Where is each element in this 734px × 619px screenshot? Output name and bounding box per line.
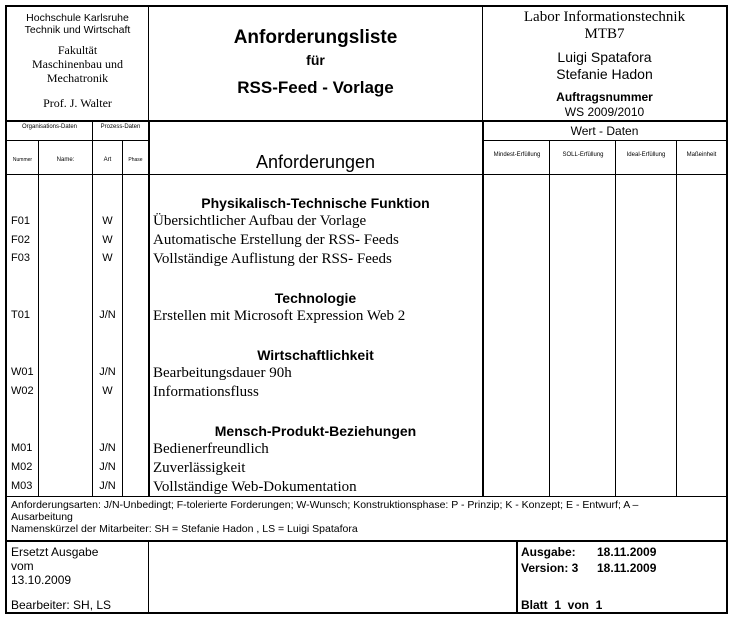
order-number-label: Auftragsnummer <box>556 90 653 104</box>
col-divider-number <box>38 140 39 496</box>
replaces-line-1: Ersetzt Ausgabe <box>11 545 99 559</box>
col-org-data: Organisations-Daten <box>21 124 78 130</box>
school-line-2: Technik und Wirtschaft <box>24 24 131 36</box>
table-row-type: W <box>102 385 113 397</box>
replaces-date: 13.10.2009 <box>11 573 72 587</box>
version-label: Version: 3 <box>521 561 579 575</box>
section-title-human-product: Mensch-Produkt-Beziehungen <box>214 423 417 439</box>
editor-label: Bearbeiter: SH, LS <box>11 598 112 612</box>
table-row-text: Zuverlässigkeit <box>153 460 246 476</box>
col-min: Mindest-Erfüllung <box>493 152 541 158</box>
authors-block <box>483 49 726 83</box>
notes-line-3: Namenskürzel der Mitarbeiter: SH = Stefanie Hadon , LS = Luigi Spatafora <box>11 523 358 535</box>
requirements-sheet <box>5 5 728 614</box>
footer-top-rule <box>7 540 726 542</box>
table-row-id: W02 <box>11 385 34 397</box>
table-row-type: W <box>102 252 113 264</box>
col-divider-requirements <box>148 121 150 496</box>
col-phase: Phase <box>128 157 143 163</box>
table-row-text: Vollständige Web-Dokumentation <box>153 479 357 495</box>
professor-name: Prof. J. Walter <box>43 96 112 110</box>
replaces-line-2: vom <box>11 559 34 573</box>
issue-label: Ausgabe: <box>521 545 576 559</box>
table-row-id: W01 <box>11 366 34 378</box>
col-divider-type <box>122 140 123 496</box>
table-row-type: W <box>102 234 113 246</box>
section-title-economy: Wirtschaftlichkeit <box>257 347 374 363</box>
col-process-data: Prozess-Daten <box>100 124 141 130</box>
col-divider-soll <box>615 140 616 496</box>
col-divider-min <box>549 140 550 496</box>
lab-name: Labor Informationstechnik <box>523 9 686 25</box>
school-line-1: Hochschule Karlsruhe <box>26 12 129 24</box>
doc-subject: RSS-Feed - Vorlage <box>237 78 394 97</box>
col-name: Name: <box>56 157 75 163</box>
version-date: 18.11.2009 <box>597 561 657 575</box>
table-row-type: W <box>102 215 113 227</box>
table-row-text: Informationsfluss <box>153 384 259 400</box>
replaces-block <box>11 545 98 587</box>
table-row-id: T01 <box>11 309 30 321</box>
faculty-line-3: Mechatronik <box>46 71 109 85</box>
col-requirements: Anforderungen <box>255 152 376 172</box>
table-row-text: Bedienerfreundlich <box>153 441 269 457</box>
col-divider-ideal <box>676 140 677 496</box>
notes-top-rule <box>7 496 726 497</box>
order-number-value: WS 2009/2010 <box>564 105 645 119</box>
notes-block <box>11 499 723 535</box>
col-type: Art <box>103 157 112 163</box>
notes-line-2: Ausarbeitung <box>11 511 73 523</box>
school-block <box>7 12 148 36</box>
table-row-type: J/N <box>99 461 116 473</box>
table-row-text: Übersichtlicher Aufbau der Vorlage <box>153 213 367 229</box>
course-code: MTB7 <box>584 26 625 42</box>
column-header-bottom-rule <box>7 174 726 175</box>
author-2: Stefanie Hadon <box>556 66 653 82</box>
col-soll: SOLL-Erfüllung <box>562 152 604 158</box>
notes-line-1: Anforderungsarten: J/N-Unbedingt; F-tolerierte Forderungen; W-Wunsch; Konstruktionsphase: P - Prinzip; K - Konzept; E - Entwurf; A – <box>11 499 639 511</box>
table-row-id: M01 <box>11 442 33 454</box>
footer-divider-left <box>148 541 149 612</box>
table-row-id: F01 <box>11 215 30 227</box>
doc-title-for: für <box>306 52 325 68</box>
table-row-type: J/N <box>99 309 116 321</box>
header-bottom-rule <box>7 120 726 122</box>
subheader-rule-left <box>7 140 148 141</box>
table-row-id: M02 <box>11 461 33 473</box>
col-unit: Maßeinheit <box>686 152 717 158</box>
footer-divider-right <box>516 541 518 612</box>
faculty-line-1: Fakultät <box>57 43 98 57</box>
table-row-id: F02 <box>11 234 30 246</box>
faculty-line-2: Maschinenbau und <box>32 57 123 71</box>
section-title-function: Physikalisch-Technische Funktion <box>201 195 430 211</box>
issue-date: 18.11.2009 <box>597 545 657 559</box>
author-1: Luigi Spatafora <box>557 49 652 65</box>
faculty-block <box>7 43 148 85</box>
table-row-type: J/N <box>99 480 116 492</box>
table-row-id: F03 <box>11 252 30 264</box>
lab-block <box>483 9 726 43</box>
table-row-id: M03 <box>11 480 33 492</box>
table-row-text: Vollständige Auflistung der RSS- Feeds <box>153 251 392 267</box>
table-row-text: Automatische Erstellung der RSS- Feeds <box>153 232 399 248</box>
doc-title: Anforderungsliste <box>233 27 398 48</box>
table-row-type: J/N <box>99 442 116 454</box>
table-row-text: Erstellen mit Microsoft Expression Web 2 <box>153 308 406 324</box>
sheet-number: Blatt 1 von 1 <box>521 598 603 612</box>
table-row-text: Bearbeitungsdauer 90h <box>153 365 292 381</box>
section-title-technology: Technologie <box>274 290 357 306</box>
col-divider-values <box>482 121 484 496</box>
col-ideal: Ideal-Erfüllung <box>626 152 666 158</box>
col-value-data: Wert - Daten <box>570 124 639 138</box>
subheader-rule-right <box>483 140 726 141</box>
col-number: Nummer <box>12 157 33 163</box>
table-row-type: J/N <box>99 366 116 378</box>
